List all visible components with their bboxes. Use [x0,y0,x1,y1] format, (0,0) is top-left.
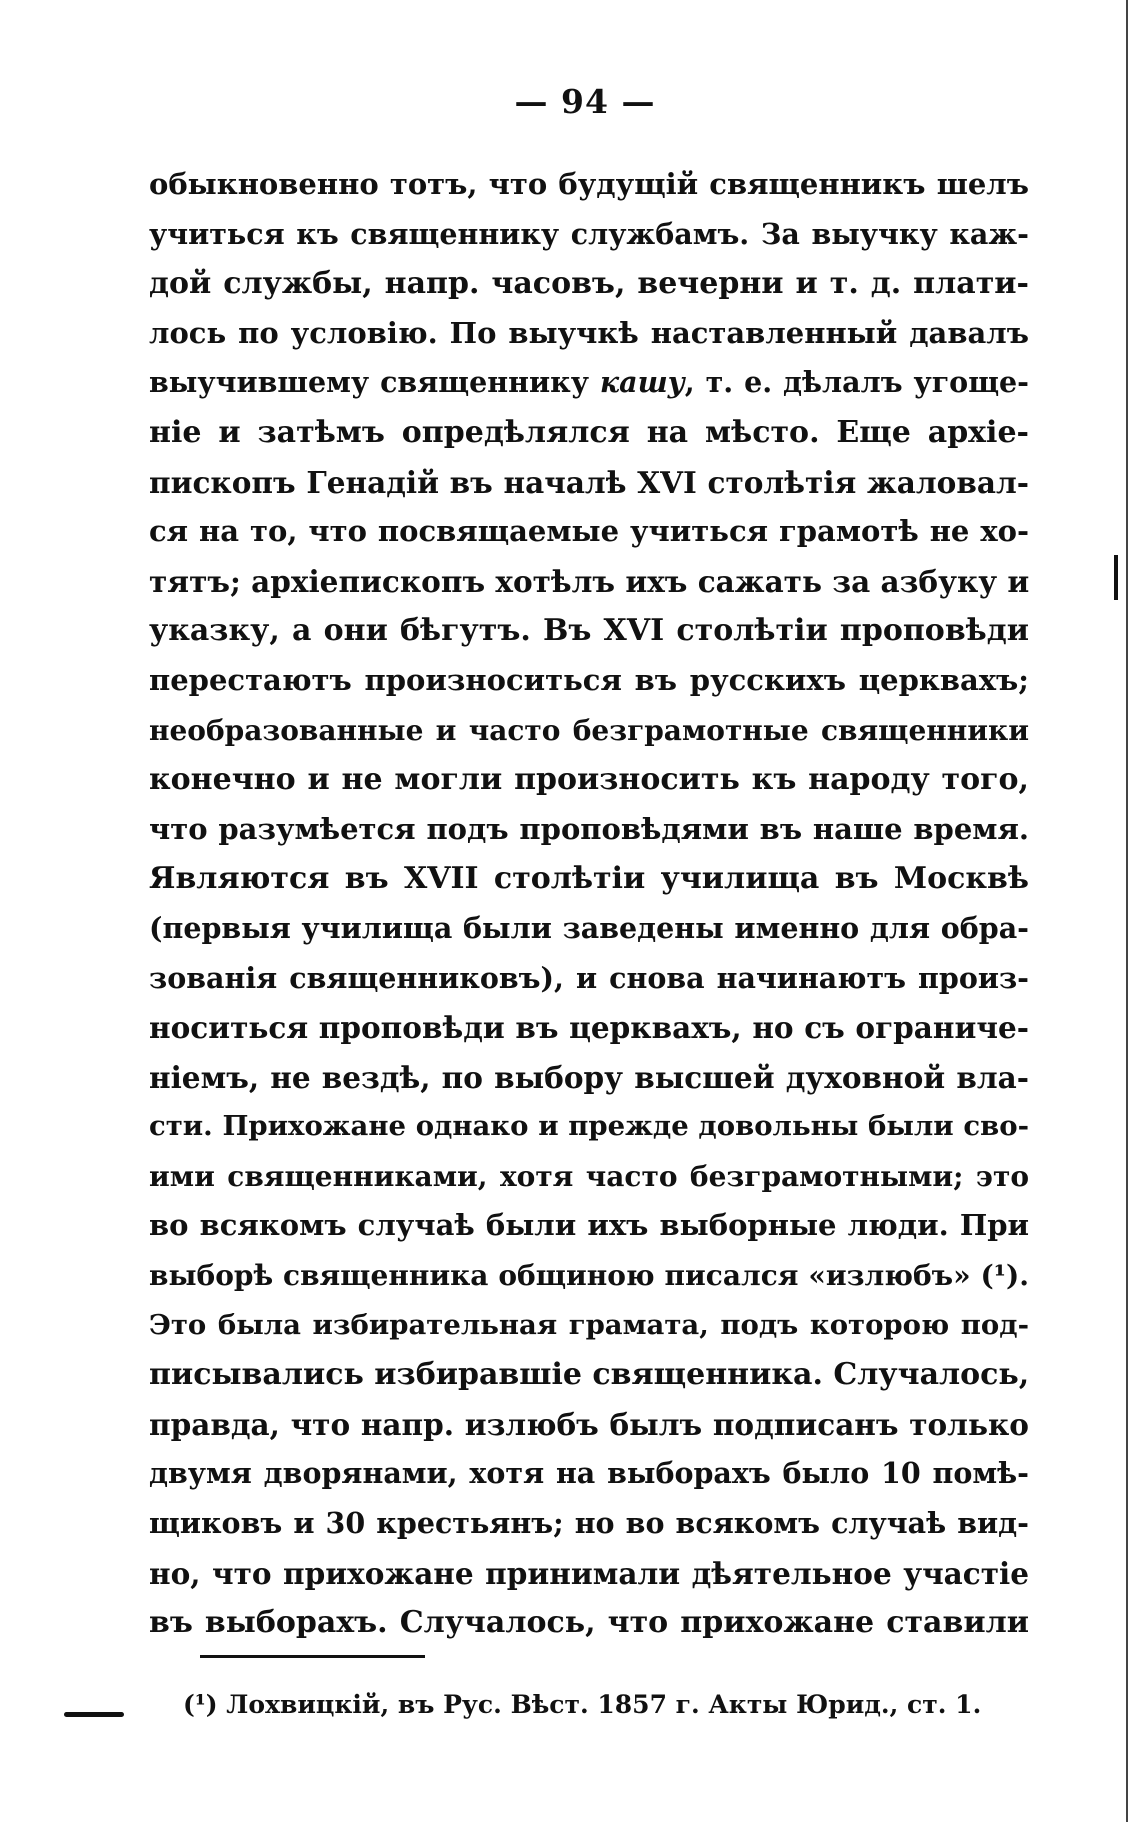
text-line-7: пископъ Генадій въ началѣ XVI столѣтія жаловал- [149,464,1029,500]
text-line-29: но, что прихожане принимали дѣятельное участіе [149,1555,1029,1591]
body-text [149,160,1029,1648]
scan-artifact-right [1114,555,1118,600]
text-line-6: ніе и затѣмъ опредѣлялся на мѣсто. Еще архіе- [149,414,1029,450]
text-line-2: учиться къ священнику службамъ. За выучку каж- [149,216,1029,251]
text-line-20: сти. Прихожане однако и прежде довольны были сво- [149,1110,1029,1143]
footnote-separator [200,1655,425,1658]
text-line-30: въ выборахъ. Случалось, что прихожане ставили [149,1605,1029,1641]
text-line-13: конечно и не могли произносить къ народу того, [149,762,1029,798]
footnote: (¹) Лохвицкій, въ Рус. Вѣст. 1857 г. Акты Юрид., ст. 1. [183,1690,982,1719]
text-line-1: обыкновенно тотъ, что будущій священникъ шелъ [149,167,1029,201]
text-line-18: носиться проповѣди въ церквахъ, но съ ограниче- [149,1010,1029,1046]
text-line-28: щиковъ и 30 крестьянъ; но во всякомъ случаѣ вид- [149,1506,1029,1541]
text-line-5-end: , т. е. дѣлалъ угоще- [684,365,1029,400]
text-line-19: ніемъ, не вездѣ, по выбору высшей духовной вла- [149,1059,1029,1095]
scan-artifact-left [64,1712,124,1717]
text-line-3: дой службы, напр. часовъ, вечерни и т. д. плати- [149,266,1029,302]
page-edge [1126,0,1128,1822]
text-line-21: ими священниками, хотя часто безграмотными; это [149,1159,1029,1193]
text-line-4: лось по условію. По выучкѣ наставленный давалъ [149,315,1029,350]
text-line-16: (первыя училища были заведены именно для обра- [149,910,1029,945]
text-line-27: двумя дворянами, хотя на выборахъ было 10 помѣ- [149,1456,1029,1491]
text-line-9: тятъ; архіепископъ хотѣлъ ихъ сажать за азбуку и [149,563,1029,599]
text-line-5-start: выучившему священнику [149,365,600,400]
text-line-14: что разумѣется подъ проповѣдями въ наше время. [149,811,1029,846]
italic-word: кашу [599,365,685,400]
text-line-25: писывались избиравшіе священника. Случалось, [149,1357,1029,1393]
text-line-23: выборѣ священника общиною писался «излюбъ» (¹). [149,1259,1029,1293]
text-line-17: зованія священниковъ), и снова начинаютъ произ- [149,960,1029,995]
text-line-8: ся на то, что посвящаемые учиться грамотѣ не хо- [149,514,1029,549]
text-line-26: правда, что напр. излюбъ былъ подписанъ только [149,1406,1029,1442]
text-line-5 [149,358,1029,408]
text-line-22: во всякомъ случаѣ были ихъ выборные люди. При [149,1208,1029,1243]
text-line-12: необразованные и часто безграмотные священники [149,713,1029,747]
text-line-24: Это была избирательная грамата, подъ которою под- [149,1308,1029,1341]
text-line-11: перестаютъ произноситься въ русскихъ церквахъ; [149,662,1029,697]
text-line-10: указку, а они бѣгутъ. Въ XVI столѣтіи проповѣди [149,613,1029,649]
text-line-15: Являются въ XVII столѣтіи училища въ Москвѣ [149,861,1029,897]
page-number: — 94 — [514,82,656,121]
